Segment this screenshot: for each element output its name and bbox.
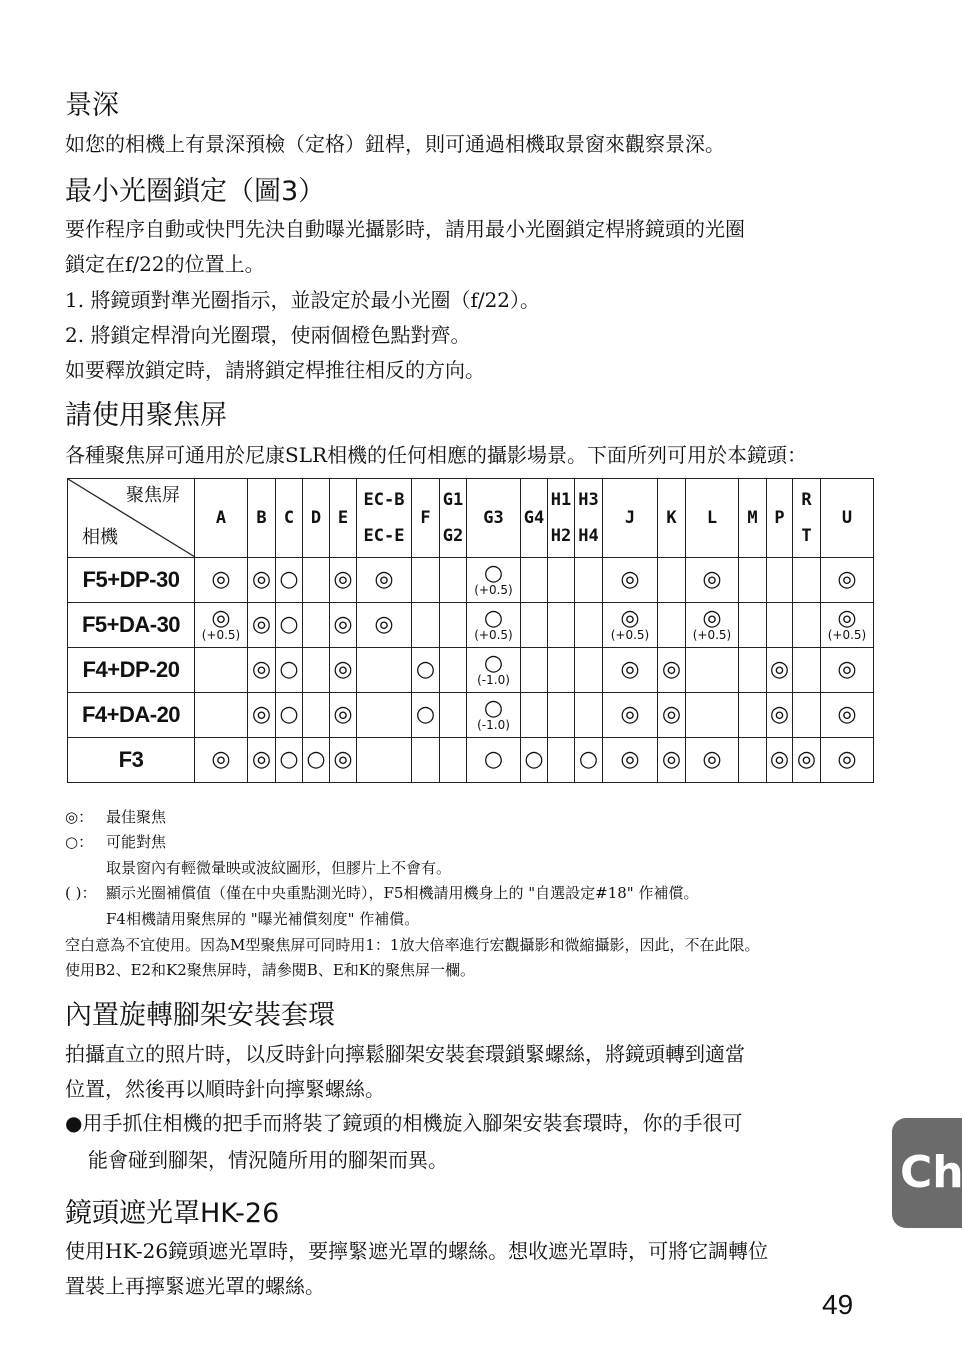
ok-focus-detail: 取景窗內有輕微暈映或波紋圖形，但膠片上不會有。	[106, 859, 452, 877]
table-cell	[521, 558, 548, 603]
best-focus-icon: ◎	[702, 605, 722, 631]
corner-camera-label: 相機	[82, 527, 118, 548]
suitability-mark	[333, 702, 353, 727]
camera-label: F4+DP-20	[68, 648, 195, 693]
compensation-value: (-1.0)	[477, 672, 510, 687]
compensation-value: (+0.5)	[610, 627, 650, 642]
legend-best	[65, 805, 167, 830]
table-cell	[767, 693, 793, 738]
dof-text: 如您的相機上有景深預檢（定格）鈕桿，則可通過相機取景窗來觀察景深。	[65, 132, 725, 156]
column-header	[793, 479, 821, 558]
best-focus-icon: ◎	[702, 567, 722, 592]
lock-text-line2: 鎖定在f/22的位置上。	[65, 252, 265, 276]
suitability-mark	[477, 650, 510, 687]
table-cell	[467, 603, 521, 648]
best-focus-icon: ◎	[211, 605, 231, 631]
table-cell	[330, 693, 357, 738]
suitability-mark	[702, 747, 722, 772]
table-cell	[276, 603, 303, 648]
column-header-label: F	[420, 508, 431, 528]
table-cell	[412, 603, 440, 648]
table-cell	[575, 738, 603, 783]
section-title-tripod: 內置旋轉腳架安裝套環	[65, 1000, 335, 1031]
column-header	[412, 479, 440, 558]
suitability-mark	[279, 657, 299, 682]
table-cell	[603, 648, 658, 693]
table-cell	[248, 603, 276, 648]
table-cell	[412, 738, 440, 783]
legend-ok	[65, 830, 167, 855]
suitability-mark	[620, 657, 640, 682]
best-focus-icon: ◎	[620, 702, 640, 727]
table-corner-header	[68, 479, 195, 558]
tripod-bullet-line1	[65, 1106, 880, 1141]
column-header-label: G3	[483, 508, 504, 528]
compensation-value: (+0.5)	[692, 627, 732, 642]
table-cell	[658, 693, 686, 738]
column-header-label: EC-B	[363, 490, 405, 510]
legend-compensation	[65, 881, 699, 906]
table-cell	[686, 738, 739, 783]
column-header-label-2: H2	[550, 526, 572, 546]
best-focus-icon: ◎	[374, 612, 394, 637]
suitability-mark	[837, 657, 857, 682]
best-focus-icon: ◎	[211, 747, 231, 772]
suitability-mark	[827, 605, 867, 642]
possible-focus-icon: ○	[483, 747, 504, 772]
tripod-bullet-text1: 用手抓住相機的把手而將裝了鏡頭的相機旋入腳架安裝套環時，你的手很可	[82, 1111, 743, 1135]
table-cell	[440, 558, 467, 603]
suitability-mark	[374, 612, 394, 637]
table-cell	[821, 558, 874, 603]
column-header	[195, 479, 248, 558]
compensation-value: (-1.0)	[477, 717, 510, 732]
camera-label: F3	[68, 738, 195, 783]
best-focus-icon: ◎	[620, 747, 640, 772]
best-focus-icon: ◎	[620, 657, 640, 682]
best-focus-icon: ◎	[251, 567, 272, 592]
best-focus-icon: ◎	[251, 657, 272, 682]
table-cell	[357, 693, 412, 738]
table-cell	[330, 603, 357, 648]
table-header-row	[68, 479, 874, 558]
table-cell	[276, 738, 303, 783]
table-cell	[467, 738, 521, 783]
table-cell	[767, 648, 793, 693]
column-header	[467, 479, 521, 558]
column-header-label: B	[256, 508, 267, 528]
column-header-label: K	[666, 508, 677, 528]
suitability-mark	[211, 747, 231, 772]
lock-text-line1: 要作程序自動或快門先決自動曝光攝影時，請用最小光圈鎖定桿將鏡頭的光圈	[65, 217, 745, 241]
section-title-lock: 最小光圈鎖定（圖3）	[65, 176, 326, 207]
suitability-mark	[474, 605, 513, 642]
lock-step-1: 1. 將鏡頭對準光圈指示，並設定於最小光圈（f/22）。	[65, 288, 541, 312]
column-header-label-2: T	[801, 526, 812, 546]
possible-focus-icon: ○	[279, 567, 299, 592]
compensation-value: (+0.5)	[827, 627, 867, 642]
suitability-mark	[333, 567, 353, 592]
table-cell	[603, 603, 658, 648]
hood-text-line1: 使用HK-26鏡頭遮光罩時，要擰緊遮光罩的螺絲。想收遮光罩時，可將它調轉位	[65, 1239, 769, 1263]
suitability-mark	[251, 702, 272, 727]
table-cell	[195, 648, 248, 693]
column-header-label-2: EC-E	[363, 526, 405, 546]
suitability-mark	[610, 605, 650, 642]
best-focus-icon: ◎	[620, 567, 640, 592]
best-focus-icon: ◎	[837, 702, 857, 727]
suitability-mark	[333, 657, 353, 682]
table-cell	[276, 693, 303, 738]
tripod-text-line2: 位置，然後再以順時針向擰緊螺絲。	[65, 1077, 385, 1101]
table-cell	[357, 603, 412, 648]
table-cell	[658, 738, 686, 783]
column-header	[658, 479, 686, 558]
table-cell	[686, 603, 739, 648]
compensation-value: (+0.5)	[201, 627, 241, 642]
table-cell	[686, 558, 739, 603]
suitability-mark	[837, 567, 857, 592]
suitability-mark	[769, 702, 790, 727]
compensation-symbol: ( )：	[65, 884, 97, 902]
column-header	[821, 479, 874, 558]
table-cell	[521, 693, 548, 738]
screens-text: 各種聚焦屏可通用於尼康SLR相機的任何相應的攝影場景。下面所列可用於本鏡頭：	[65, 443, 808, 467]
table-row	[68, 693, 874, 738]
table-cell	[357, 738, 412, 783]
column-header-label: U	[841, 508, 853, 528]
corner-screen-label: 聚焦屏	[126, 485, 180, 506]
suitability-mark	[279, 567, 299, 592]
table-row	[68, 603, 874, 648]
best-focus-icon: ◎	[333, 612, 353, 637]
table-cell	[276, 648, 303, 693]
table-cell	[575, 603, 603, 648]
tripod-text-line1: 拍攝直立的照片時，以反時針向擰鬆腳架安裝套環鎖緊螺絲，將鏡頭轉到適當	[65, 1042, 745, 1066]
blank-note: 空白意為不宜使用。因為M型聚焦屏可同時用1：1放大倍率進行宏觀攝影和微縮攝影，因此，不在此限。	[65, 936, 760, 954]
table-cell	[440, 648, 467, 693]
table-cell	[793, 738, 821, 783]
possible-focus-icon: ○	[279, 747, 299, 772]
table-cell	[793, 603, 821, 648]
table-cell	[303, 738, 330, 783]
lock-step-2: 2. 將鎖定桿滑向光圈環，使兩個橙色點對齊。	[65, 323, 471, 347]
table-cell	[739, 603, 767, 648]
suitability-mark	[333, 612, 353, 637]
suitability-mark	[837, 747, 857, 772]
focusing-screen-table	[67, 478, 874, 783]
column-header-label: G4	[523, 508, 545, 528]
possible-focus-icon: ○	[279, 702, 299, 727]
table-cell	[767, 738, 793, 783]
camera-label: F4+DA-20	[68, 693, 195, 738]
b2-note: 使用B2、E2和K2聚焦屏時，請參閱B、E和K的聚焦屏一欄。	[65, 961, 475, 979]
table-cell	[603, 558, 658, 603]
table-cell	[412, 648, 440, 693]
table-cell	[357, 648, 412, 693]
table-cell	[195, 558, 248, 603]
table-cell	[739, 693, 767, 738]
column-header-label: D	[310, 508, 322, 528]
column-header	[686, 479, 739, 558]
suitability-mark	[661, 747, 682, 772]
compensation-text: 顯示光圈補償值（僅在中央重點測光時），F5相機請用機身上的 "自選設定#18" 作補償。	[106, 884, 699, 902]
compensation-value: (+0.5)	[474, 627, 513, 642]
table-cell	[548, 648, 575, 693]
table-cell	[440, 693, 467, 738]
possible-focus-icon: ○	[306, 747, 326, 772]
best-focus-icon: ◎	[837, 605, 857, 631]
table-cell	[248, 558, 276, 603]
table-cell	[821, 603, 874, 648]
suitability-mark	[477, 695, 510, 732]
table-cell	[357, 558, 412, 603]
table-cell	[412, 693, 440, 738]
ok-focus-symbol: ○：	[65, 833, 94, 851]
table-cell	[793, 648, 821, 693]
possible-focus-icon: ○	[578, 747, 599, 772]
table-cell	[548, 603, 575, 648]
column-header	[548, 479, 575, 558]
table-cell	[548, 558, 575, 603]
table-cell	[276, 558, 303, 603]
table-cell	[521, 648, 548, 693]
possible-focus-icon: ○	[483, 560, 504, 586]
suitability-mark	[211, 567, 231, 592]
suitability-mark	[692, 605, 732, 642]
best-focus-icon: ◎	[251, 612, 272, 637]
column-header-label: H1	[550, 490, 572, 510]
best-focus-icon: ◎	[333, 567, 353, 592]
suitability-mark	[374, 567, 394, 592]
table-cell	[195, 603, 248, 648]
table-cell	[739, 738, 767, 783]
table-cell	[521, 738, 548, 783]
possible-focus-icon: ○	[415, 657, 436, 682]
suitability-mark	[769, 747, 790, 772]
table-cell	[658, 648, 686, 693]
best-focus-icon: ◎	[333, 702, 353, 727]
language-tab-ch: Ch	[892, 1118, 962, 1228]
column-header-label: L	[706, 508, 718, 528]
suitability-mark	[578, 747, 599, 772]
camera-label: F5+DP-30	[68, 558, 195, 603]
table-cell	[767, 558, 793, 603]
table-cell	[248, 693, 276, 738]
suitability-mark	[661, 702, 682, 727]
camera-label: F5+DA-30	[68, 603, 195, 648]
suitability-mark	[796, 747, 817, 772]
table-cell	[248, 738, 276, 783]
suitability-mark	[769, 657, 790, 682]
column-header	[767, 479, 793, 558]
column-header	[357, 479, 412, 558]
table-cell	[767, 603, 793, 648]
table-cell	[330, 648, 357, 693]
table-cell	[521, 603, 548, 648]
best-focus-symbol: ◎：	[65, 808, 94, 826]
column-header-label-2: H4	[578, 526, 599, 546]
suitability-mark	[333, 747, 353, 772]
column-header	[276, 479, 303, 558]
table-cell	[467, 693, 521, 738]
column-header	[330, 479, 357, 558]
column-header-label: A	[215, 508, 227, 528]
column-header	[248, 479, 276, 558]
table-row	[68, 738, 874, 783]
suitability-mark	[251, 657, 272, 682]
suitability-mark	[474, 560, 513, 597]
suitability-mark	[251, 612, 272, 637]
best-focus-icon: ◎	[769, 702, 790, 727]
table-cell	[575, 648, 603, 693]
lock-release-text: 如要釋放鎖定時，請將鎖定桿推往相反的方向。	[65, 358, 485, 382]
ok-focus-text: 可能對焦	[106, 833, 167, 851]
column-header	[603, 479, 658, 558]
suitability-mark	[620, 567, 640, 592]
table-cell	[821, 648, 874, 693]
possible-focus-icon: ○	[415, 702, 436, 727]
suitability-mark	[415, 702, 436, 727]
section-title-hood: 鏡頭遮光罩HK-26	[65, 1198, 280, 1229]
best-focus-icon: ◎	[374, 567, 394, 592]
table-cell	[658, 603, 686, 648]
column-header-label: C	[283, 508, 295, 528]
table-cell	[195, 738, 248, 783]
best-focus-icon: ◎	[702, 747, 722, 772]
best-focus-icon: ◎	[837, 567, 857, 592]
column-header-label: J	[624, 508, 636, 528]
table-cell	[303, 603, 330, 648]
column-header	[521, 479, 548, 558]
table-cell	[658, 558, 686, 603]
suitability-mark	[201, 605, 241, 642]
column-header-label: G1	[442, 490, 464, 510]
suitability-mark	[251, 747, 272, 772]
column-header-label: R	[801, 490, 812, 510]
table-cell	[440, 603, 467, 648]
suitability-mark	[524, 747, 544, 772]
best-focus-icon: ◎	[769, 657, 790, 682]
table-cell	[330, 738, 357, 783]
suitability-mark	[483, 747, 504, 772]
table-cell	[412, 558, 440, 603]
table-row	[68, 648, 874, 693]
column-header	[303, 479, 330, 558]
table-cell	[248, 648, 276, 693]
compensation-value: (+0.5)	[474, 582, 513, 597]
table-cell	[603, 693, 658, 738]
suitability-mark	[415, 657, 436, 682]
table-cell	[739, 558, 767, 603]
table-cell	[793, 558, 821, 603]
best-focus-icon: ◎	[837, 657, 857, 682]
column-header	[739, 479, 767, 558]
table-cell	[793, 693, 821, 738]
best-focus-icon: ◎	[769, 747, 790, 772]
suitability-mark	[279, 612, 299, 637]
possible-focus-icon: ○	[279, 612, 299, 637]
possible-focus-icon: ○	[483, 650, 504, 676]
suitability-mark	[661, 657, 682, 682]
table-cell	[440, 738, 467, 783]
column-header-label: M	[747, 508, 758, 528]
table-cell	[575, 693, 603, 738]
table-cell	[467, 648, 521, 693]
suitability-mark	[306, 747, 326, 772]
table-cell	[548, 693, 575, 738]
possible-focus-icon: ○	[483, 605, 504, 631]
section-title-screens: 請使用聚焦屏	[65, 400, 227, 431]
table-cell	[575, 558, 603, 603]
best-focus-icon: ◎	[661, 747, 682, 772]
compensation-text-2: F4相機請用聚焦屏的 "曝光補償刻度" 作補償。	[106, 910, 420, 928]
hood-text-line2: 置裝上再擰緊遮光罩的螺絲。	[65, 1274, 325, 1298]
column-header	[440, 479, 467, 558]
suitability-mark	[837, 702, 857, 727]
tripod-bullet-line2: 能會碰到腳架，情況隨所用的腳架而異。	[88, 1148, 448, 1172]
table-cell	[330, 558, 357, 603]
best-focus-icon: ◎	[251, 702, 272, 727]
table-cell	[548, 738, 575, 783]
best-focus-icon: ◎	[661, 657, 682, 682]
table-cell	[303, 558, 330, 603]
column-header-label: P	[774, 508, 785, 528]
column-header	[575, 479, 603, 558]
suitability-mark	[620, 702, 640, 727]
suitability-mark	[620, 747, 640, 772]
table-cell	[821, 693, 874, 738]
table-cell	[739, 648, 767, 693]
best-focus-icon: ◎	[211, 567, 231, 592]
table-cell	[195, 693, 248, 738]
best-focus-icon: ◎	[333, 657, 353, 682]
best-focus-icon: ◎	[661, 702, 682, 727]
table-cell	[686, 648, 739, 693]
column-header-label: H3	[578, 490, 599, 510]
suitability-mark	[251, 567, 272, 592]
best-focus-icon: ◎	[837, 747, 857, 772]
possible-focus-icon: ○	[524, 747, 544, 772]
column-header-label: E	[337, 508, 349, 528]
section-title-dof: 景深	[65, 90, 119, 121]
best-focus-icon: ◎	[251, 747, 272, 772]
table-cell	[821, 738, 874, 783]
best-focus-icon: ◎	[796, 747, 817, 772]
table-cell	[467, 558, 521, 603]
table-cell	[686, 693, 739, 738]
suitability-mark	[279, 747, 299, 772]
best-focus-icon: ◎	[620, 605, 640, 631]
bullet-icon: ●	[65, 1111, 83, 1135]
best-focus-icon: ◎	[333, 747, 353, 772]
best-focus-text: 最佳聚焦	[106, 808, 167, 826]
page-number: 49	[822, 1289, 854, 1320]
table-cell	[603, 738, 658, 783]
column-header-label-2: G2	[442, 526, 464, 546]
table-row	[68, 558, 874, 603]
possible-focus-icon: ○	[279, 657, 299, 682]
suitability-mark	[702, 567, 722, 592]
table-cell	[303, 693, 330, 738]
table-cell	[303, 648, 330, 693]
suitability-mark	[279, 702, 299, 727]
possible-focus-icon: ○	[483, 695, 504, 721]
